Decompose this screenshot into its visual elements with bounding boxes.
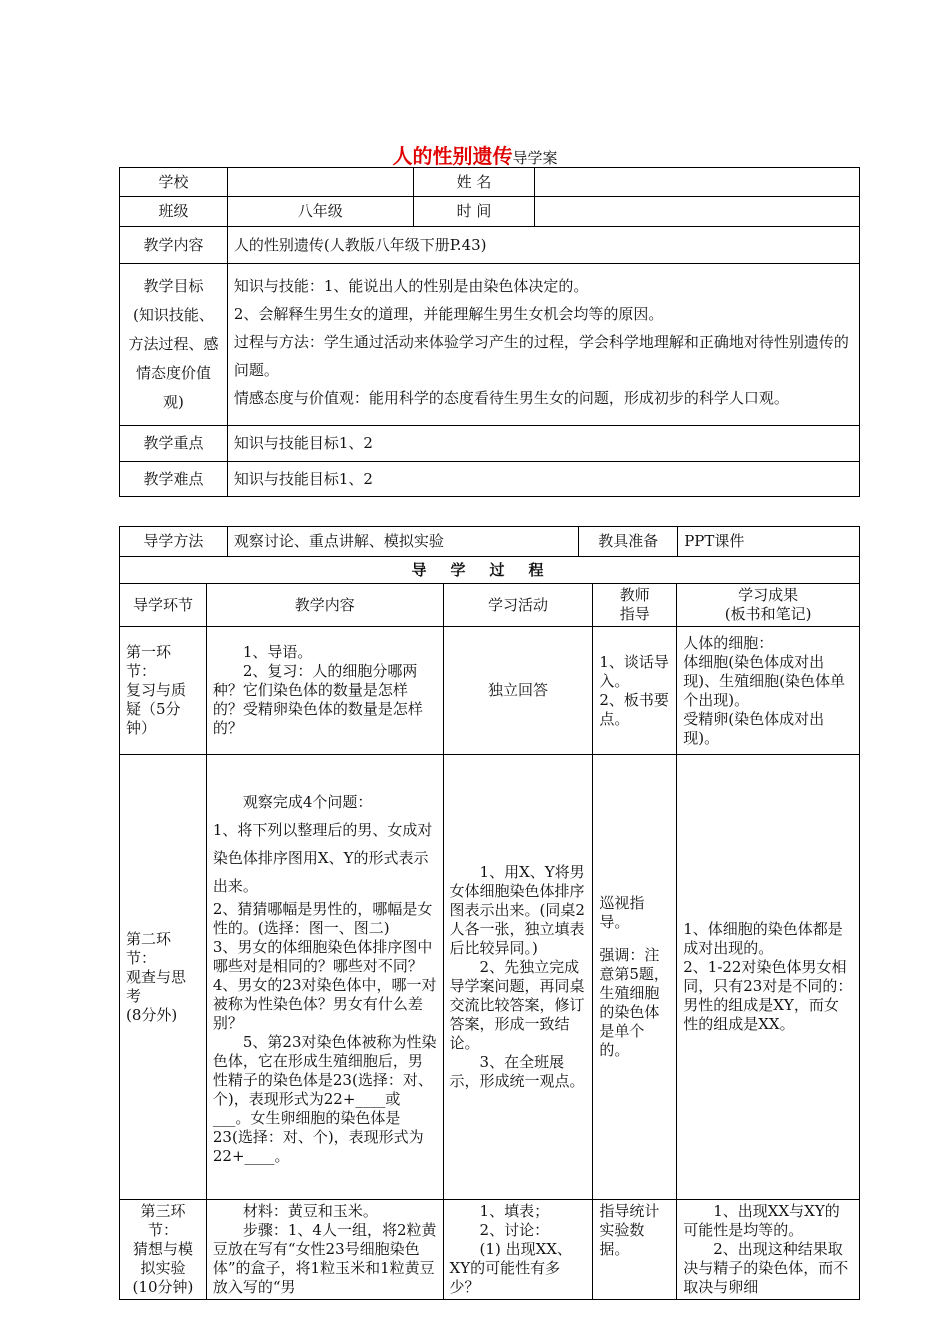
time-value[interactable] <box>535 197 860 227</box>
key-label: 教学重点 <box>120 426 228 462</box>
stage-cell: 第三环节： 猜想与模拟实验 (10分钟) <box>120 1200 207 1300</box>
content-item: 5、第23对染色体被称为性染色体，它在形成生殖细胞后，男性精子的染色体是23(选择：对、个)，表现形式为22+____或___。女生卵细胞的染色体是23(选择：对、个)，表现形式为22+____。 <box>212 1033 437 1165</box>
guide-item: 1、谈话导入。 <box>599 652 669 690</box>
col-header: 教学内容 <box>206 584 443 627</box>
guide-item: 强调：注意第5题，生殖细胞的染色体是单个的。 <box>599 946 669 1059</box>
school-label: 学校 <box>120 168 228 197</box>
difficulty-value: 知识与技能目标1、2 <box>227 462 859 497</box>
content-item: 4、男女的23对染色体中，哪一对被称为性染色体？男女有什么差别？ <box>212 976 437 1032</box>
content-item: 1、导语。 <box>242 643 313 661</box>
key-value: 知识与技能目标1、2 <box>227 426 859 462</box>
content-value: 人的性别遗传(人教版八年级下册P.43) <box>227 227 859 264</box>
school-value[interactable] <box>227 168 413 197</box>
content-item: 2、猜猜哪幅是男性的，哪幅是女性的。(选择：图一、图二) <box>212 900 433 937</box>
content-cell <box>206 755 443 1200</box>
table-row <box>120 1200 860 1300</box>
content-item: 2、复习：人的细胞分哪两种？它们染色体的数量是怎样的？受精卵染色体的数量是怎样的？ <box>212 662 423 737</box>
activity-item: 1、用X、Y将男女体细胞染色体排序图表示出来。(同桌2人各一张，独立填表后比较异同。) <box>449 863 585 957</box>
content-item: 材料：黄豆和玉米。 <box>242 1202 378 1220</box>
result-cell <box>677 755 860 1200</box>
content-item: 3、男女的体细胞染色体排序图中哪些对是相同的？哪些对不同？ <box>212 938 433 975</box>
method-label: 导学方法 <box>120 527 228 557</box>
content-item: 观察完成4个问题： <box>242 793 373 811</box>
result-cell <box>677 627 860 755</box>
result-item: 2、出现这种结果取决与精子的染色体，而不取决与卵细 <box>683 1240 849 1296</box>
method-table <box>119 526 860 557</box>
tools-value: PPT课件 <box>678 527 860 557</box>
goal-item: 2、会解释生男生女的道理，并能理解生男生女机会均等的原因。 <box>233 305 664 323</box>
col-header: 导学环节 <box>120 584 207 627</box>
content-cell <box>206 1200 443 1300</box>
guide-cell <box>593 1200 677 1300</box>
table-row <box>120 627 860 755</box>
activity-item: (1) 出现XX、XY的可能性有多少？ <box>449 1240 572 1296</box>
goal-item: 过程与方法：学生通过活动来体验学习产生的过程，学会科学地理解和正确地对待性别遗传的问题。 <box>233 333 849 379</box>
difficulty-label: 教学难点 <box>120 462 228 497</box>
goal-item: 情感态度与价值观：能用科学的态度看待生男生女的问题，形成初步的科学人口观。 <box>233 389 789 407</box>
goals-cell <box>227 264 859 426</box>
result-item: 1、体细胞的染色体都是成对出现的。 <box>683 920 843 957</box>
result-item: 2、1-22对染色体男女相同，只有23对是不同的：男性的组成是XY，而女性的组成是XX。 <box>683 958 853 1033</box>
result-item: 1、出现XX与XY的可能性是均等的。 <box>683 1202 840 1239</box>
activity-item: 2、讨论： <box>479 1221 550 1239</box>
process-heading: 导学过程 <box>120 557 860 584</box>
col-header: 学习活动 <box>443 584 593 627</box>
stage-cell: 第二环节： 观查与思考 (8分外) <box>120 755 207 1200</box>
activity-cell <box>443 755 593 1200</box>
result-item: 受精卵(染色体成对出现)。 <box>683 709 825 747</box>
guide-cell <box>593 755 677 1200</box>
process-table <box>119 556 860 1300</box>
name-label: 姓 名 <box>413 168 535 197</box>
goal-item: 知识与技能：1、能说出人的性别是由染色体决定的。 <box>233 277 589 295</box>
result-item: 体细胞(染色体成对出现)、生殖细胞(染色体单个出现)。 <box>683 652 845 709</box>
activity-cell <box>443 627 593 755</box>
content-item: 步骤：1、4人一组，将2粒黄豆放在写有“女性23号细胞染色体”的盒子，将1粒玉米和1粒黄豆放入写的“男 <box>212 1221 437 1296</box>
title-sub: 导学案 <box>512 149 558 167</box>
col-header: 学习成果 (板书和笔记) <box>677 584 860 627</box>
class-label: 班级 <box>120 197 228 227</box>
activity-item: 1、填表； <box>479 1202 550 1220</box>
result-item: 人体的细胞： <box>683 633 774 652</box>
name-value[interactable] <box>535 168 860 197</box>
method-value: 观察讨论、重点讲解、模拟实验 <box>227 527 578 557</box>
content-label: 教学内容 <box>120 227 228 264</box>
goals-label: 教学目标 (知识技能、方法过程、感情态度价值观) <box>120 264 228 426</box>
col-header: 教师 指导 <box>593 584 677 627</box>
activity-cell <box>443 1200 593 1300</box>
guide-item: 指导统计实验数据。 <box>599 1202 660 1258</box>
class-value: 八年级 <box>227 197 413 227</box>
activity-item: 独立回答 <box>487 681 548 699</box>
page-title <box>0 140 950 169</box>
guide-item: 巡视指导。 <box>599 894 645 931</box>
stage-cell: 第一环节： 复习与质疑（5分钟） <box>120 627 207 755</box>
activity-item: 3、在全班展示，形成统一观点。 <box>449 1053 585 1090</box>
result-cell <box>677 1200 860 1300</box>
info-table <box>119 167 860 497</box>
time-label: 时 间 <box>413 197 535 227</box>
guide-item: 2、板书要点。 <box>599 690 669 728</box>
activity-item: 2、先独立完成导学案问题，再同桌交流比较答案，修订答案，形成一致结论。 <box>449 958 585 1052</box>
content-item: 1、将下列以整理后的男、女成对染色体排序图用X、Y的形式表示出来。 <box>212 821 433 895</box>
table-row <box>120 755 860 1200</box>
content-cell <box>206 627 443 755</box>
tools-label: 教具准备 <box>579 527 678 557</box>
guide-cell <box>593 627 677 755</box>
title-main: 人的性别遗传 <box>392 144 513 168</box>
